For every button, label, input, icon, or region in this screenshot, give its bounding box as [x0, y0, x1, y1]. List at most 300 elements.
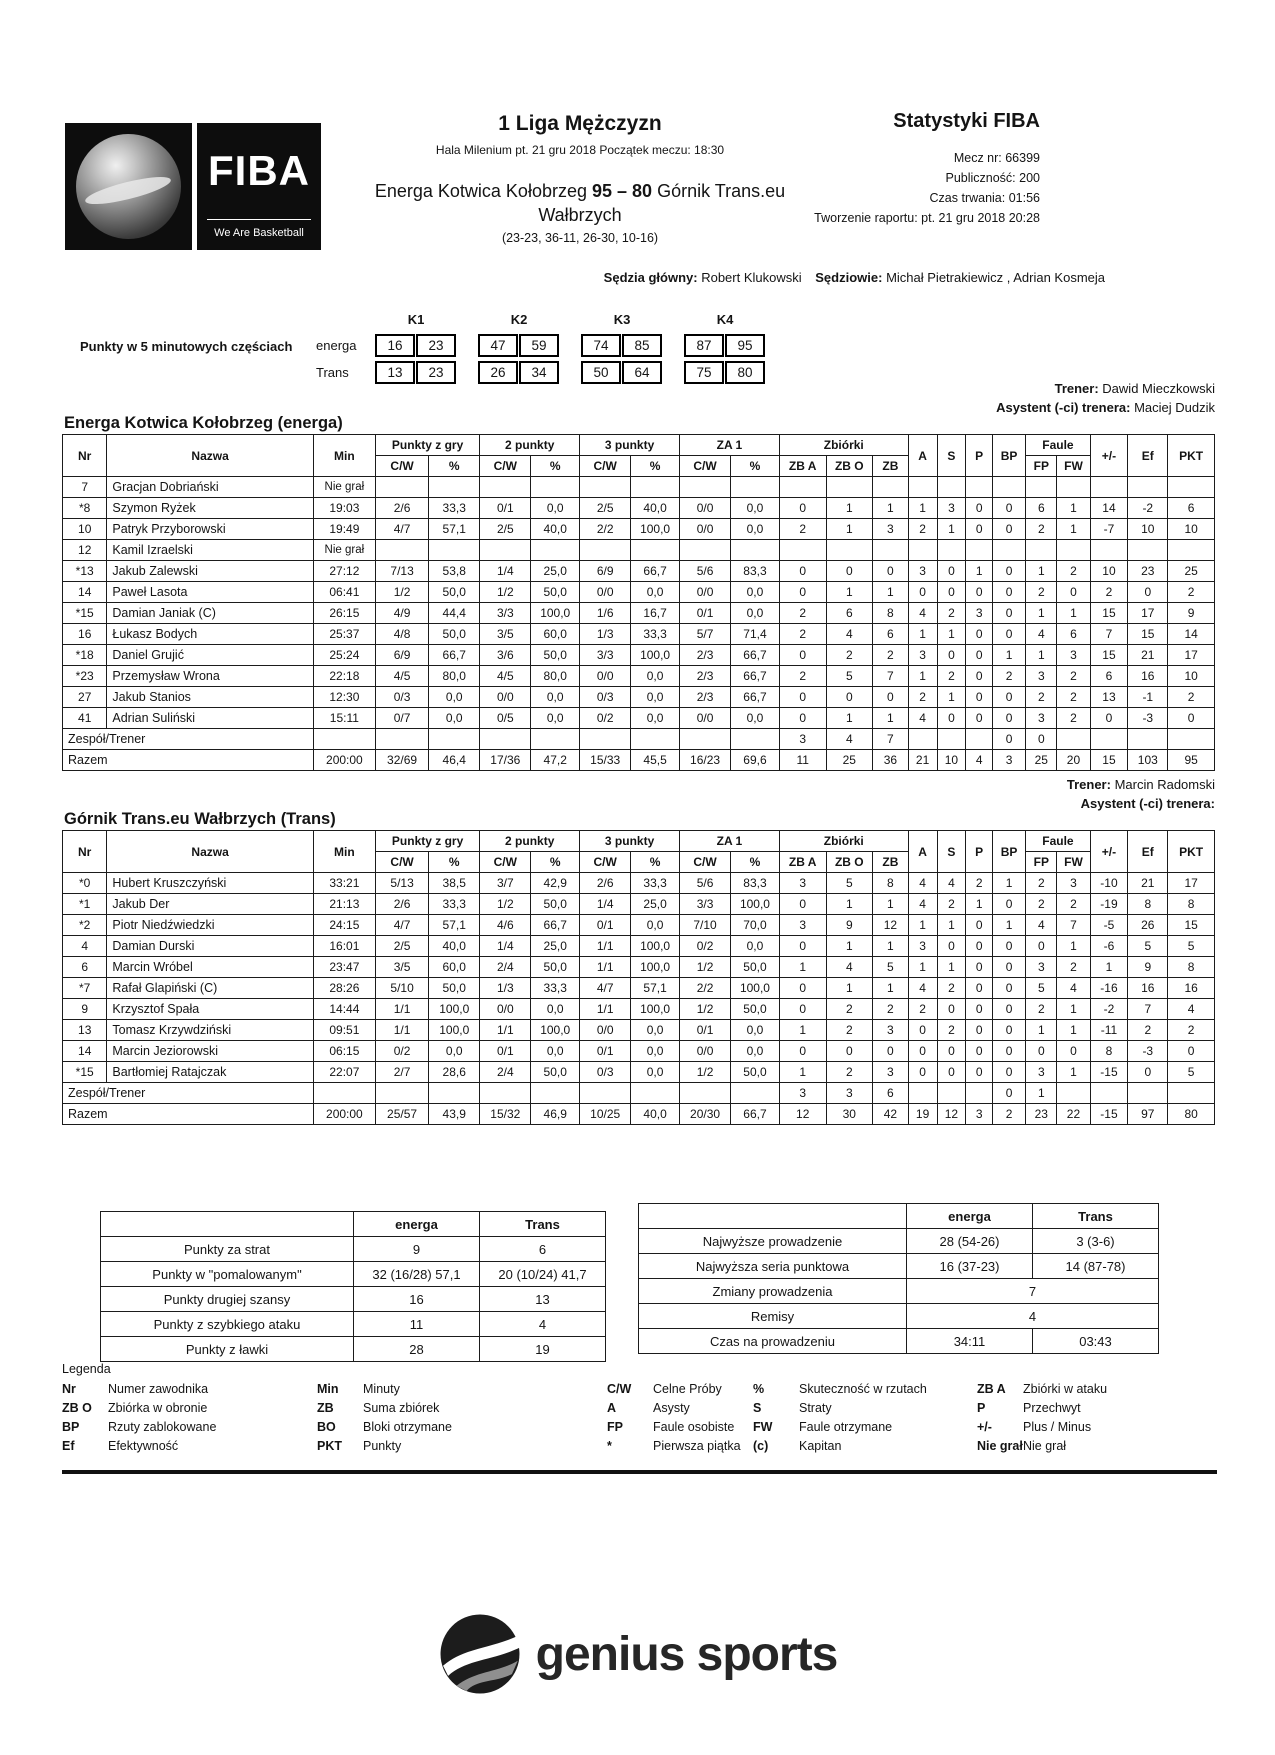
stat-cell: 33,3	[631, 624, 680, 645]
player-row	[63, 603, 1215, 624]
stat-cell: 2	[873, 999, 909, 1020]
stat-cell: 0/0	[480, 687, 531, 708]
stat-cell: 2/5	[580, 498, 631, 519]
legend-item	[317, 1437, 599, 1456]
player-row	[63, 708, 1215, 729]
stat-cell: 2	[779, 624, 826, 645]
stat-cell: 2	[826, 999, 873, 1020]
stat-cell: 1	[826, 519, 873, 540]
stat-cell: 53,8	[429, 561, 480, 582]
legend-grid	[62, 1380, 1217, 1456]
player-row	[63, 561, 1215, 582]
stat-cell: 0/2	[375, 1041, 428, 1062]
stat-cell: 3	[937, 498, 966, 519]
stat-cell: 21	[1128, 873, 1168, 894]
stat-cell: 33,3	[631, 873, 680, 894]
summary-table	[100, 1211, 606, 1362]
stat-cell: 1	[1057, 1062, 1090, 1083]
stat-cell: 200:00	[313, 1104, 375, 1125]
team-a-name: Energa Kotwica Kołobrzeg	[374, 181, 587, 201]
legend-item	[977, 1380, 1199, 1399]
stat-cell: -7	[1090, 519, 1128, 540]
team2-coach-line	[1067, 777, 1215, 792]
stat-cell: 0/5	[480, 708, 531, 729]
player-name: Marcin Jeziorowski	[107, 1041, 313, 1062]
match-meta	[814, 148, 1040, 228]
period-team-name: Trans	[316, 365, 349, 380]
stat-cell: 3/6	[480, 645, 531, 666]
stat-cell: 0/0	[580, 1020, 631, 1041]
legend-column	[317, 1380, 599, 1456]
column-header: C/W	[680, 456, 731, 477]
stat-cell: 1/2	[375, 582, 428, 603]
stat-cell: 2	[1026, 873, 1057, 894]
team1-coach-line	[1055, 381, 1215, 396]
stat-cell: 5	[826, 666, 873, 687]
coach-name: Marcin Radomski	[1114, 777, 1215, 792]
legend-abbr: ZB A	[977, 1382, 1006, 1396]
player-number: *8	[63, 498, 107, 519]
team-stats-table	[62, 434, 1215, 771]
stat-cell: 23:47	[313, 957, 375, 978]
stat-cell: 0,0	[731, 519, 780, 540]
summary-team-header: Trans	[1033, 1204, 1159, 1229]
stat-cell: 16	[1128, 666, 1168, 687]
column-header: C/W	[480, 456, 531, 477]
stat-cell	[631, 540, 680, 561]
column-header: Zbiórki	[779, 435, 908, 456]
column-header: A	[908, 435, 937, 477]
stat-cell: 15/33	[580, 750, 631, 771]
legend-abbr: P	[977, 1401, 986, 1415]
stat-cell: 16:01	[313, 936, 375, 957]
stat-cell: 0	[873, 687, 909, 708]
stat-cell: 5/6	[680, 561, 731, 582]
stat-cell: 0/0	[680, 1041, 731, 1062]
stat-cell: 45,5	[631, 750, 680, 771]
legend-item	[317, 1399, 599, 1418]
stat-cell	[580, 477, 631, 498]
stat-cell: 28:26	[313, 978, 375, 999]
stat-cell: 26	[1128, 915, 1168, 936]
stat-cell: 2/5	[480, 519, 531, 540]
column-header: FW	[1057, 852, 1090, 873]
stat-cell: 3	[966, 603, 993, 624]
player-row	[63, 498, 1215, 519]
stat-cell: 40,0	[631, 1104, 680, 1125]
legend-item	[977, 1418, 1199, 1437]
stat-cell: 5	[1168, 936, 1215, 957]
stat-cell: 19:03	[313, 498, 375, 519]
column-header: ZB	[873, 852, 909, 873]
stat-cell: 100,0	[631, 999, 680, 1020]
quarter-label: K2	[510, 312, 528, 327]
stat-cell: 15:11	[313, 708, 375, 729]
stat-cell: 4	[826, 957, 873, 978]
player-number: *15	[63, 603, 107, 624]
legend-item	[62, 1418, 309, 1437]
stat-cell: 3	[779, 1083, 826, 1104]
stat-cell: 0	[966, 1041, 993, 1062]
final-score: 95 – 80	[592, 181, 653, 201]
column-header: %	[731, 852, 780, 873]
stat-cell: 0	[779, 894, 826, 915]
stat-cell: 0	[992, 519, 1025, 540]
stat-cell: 50,0	[731, 957, 780, 978]
player-number: *0	[63, 873, 107, 894]
stat-cell	[1128, 477, 1168, 498]
stat-cell: 4	[826, 729, 873, 750]
stat-cell: 0,0	[631, 582, 680, 603]
coach-name: Dawid Mieczkowski	[1102, 381, 1215, 396]
legend-abbr: C/W	[607, 1382, 632, 1396]
stat-cell: 42	[873, 1104, 909, 1125]
stat-cell: 0,0	[429, 708, 480, 729]
stat-cell: 2	[908, 687, 937, 708]
stat-cell: 6/9	[580, 561, 631, 582]
stat-cell: 1	[937, 624, 966, 645]
stat-cell: 2/5	[375, 936, 428, 957]
period-score-cell: 50	[581, 361, 621, 384]
genius-sports-wordmark: genius sports	[535, 1627, 838, 1681]
stat-cell: 0,0	[531, 687, 580, 708]
legend-abbr: %	[753, 1382, 765, 1396]
stat-cell: 1	[966, 561, 993, 582]
legend-abbr: FP	[607, 1420, 623, 1434]
column-header: 3 punkty	[580, 435, 680, 456]
stat-cell: 1	[966, 894, 993, 915]
stat-cell: 1/4	[480, 936, 531, 957]
legend-item	[607, 1418, 745, 1437]
summary-label: Punkty drugiej szansy	[101, 1287, 354, 1312]
stat-cell: 0	[1128, 1062, 1168, 1083]
row-label: Zespół/Trener	[63, 729, 314, 750]
stat-cell: 0	[1128, 582, 1168, 603]
legend-abbr: A	[607, 1401, 617, 1415]
stat-cell: 50,0	[429, 624, 480, 645]
summary-value: 28 (54-26)	[907, 1229, 1033, 1254]
stat-cell: 38,5	[429, 873, 480, 894]
summary-row	[63, 1083, 1215, 1104]
stat-cell: 3	[1026, 708, 1057, 729]
legend-abbr: PKT	[317, 1439, 342, 1453]
stat-cell: 3	[992, 750, 1025, 771]
stat-cell: 0	[966, 957, 993, 978]
legend-item	[753, 1380, 969, 1399]
legend-desc: Nie grał	[1023, 1439, 1067, 1453]
stat-cell: 2	[1057, 561, 1090, 582]
stat-cell: 2	[937, 894, 966, 915]
stat-cell: 6	[1026, 498, 1057, 519]
stat-cell	[1057, 477, 1090, 498]
stat-cell: 1	[937, 687, 966, 708]
stat-cell	[375, 1083, 428, 1104]
summary-value: 3 (3-6)	[1033, 1229, 1159, 1254]
stat-cell: 95	[1168, 750, 1215, 771]
stat-cell: 1	[1057, 1020, 1090, 1041]
column-header: C/W	[375, 456, 428, 477]
stat-cell: 0/0	[680, 519, 731, 540]
stat-cell: 0	[779, 936, 826, 957]
stat-cell: 0	[1026, 729, 1057, 750]
stat-cell: 0,0	[631, 1041, 680, 1062]
player-row	[63, 894, 1215, 915]
summary-table	[638, 1203, 1159, 1354]
stat-cell: 0	[992, 498, 1025, 519]
stat-cell: 0/1	[580, 1041, 631, 1062]
stat-cell	[429, 477, 480, 498]
stat-cell: 3	[1026, 666, 1057, 687]
player-name: Paweł Lasota	[107, 582, 313, 603]
stat-cell	[631, 477, 680, 498]
stat-cell: 66,7	[731, 666, 780, 687]
legend-item	[317, 1380, 599, 1399]
stat-cell: 1	[908, 666, 937, 687]
stat-cell: 0	[992, 708, 1025, 729]
legend-item	[62, 1437, 309, 1456]
player-number: 41	[63, 708, 107, 729]
stat-cell: 3	[908, 645, 937, 666]
stat-cell: 100,0	[631, 957, 680, 978]
team2-title: Górnik Trans.eu Wałbrzych (Trans)	[64, 810, 336, 828]
summary-row	[101, 1262, 606, 1287]
player-name: Tomasz Krzywdziński	[107, 1020, 313, 1041]
stat-cell: 7/10	[680, 915, 731, 936]
stat-cell: 40,0	[531, 519, 580, 540]
column-header: %	[531, 852, 580, 873]
stat-cell: 8	[1090, 1041, 1128, 1062]
stat-cell: 0	[966, 1062, 993, 1083]
stat-cell: 3/5	[480, 624, 531, 645]
legend-abbr: ZB	[317, 1401, 334, 1415]
column-header: Ef	[1128, 831, 1168, 873]
player-name: Kamil Izraelski	[107, 540, 313, 561]
column-header: P	[966, 831, 993, 873]
summary-row	[639, 1279, 1159, 1304]
player-row	[63, 624, 1215, 645]
stat-cell	[937, 1083, 966, 1104]
stat-cell: 0	[937, 936, 966, 957]
legend-abbr: Nr	[62, 1382, 76, 1396]
stat-cell: 0	[992, 1020, 1025, 1041]
stat-cell: 100,0	[429, 1020, 480, 1041]
stat-cell: 3	[1026, 957, 1057, 978]
stat-cell: 3/3	[580, 645, 631, 666]
stat-cell: 9	[826, 915, 873, 936]
column-header: Faule	[1026, 831, 1090, 852]
stat-cell: 13	[1090, 687, 1128, 708]
stat-cell: 0	[937, 999, 966, 1020]
stat-cell: 1/4	[480, 561, 531, 582]
player-number: *2	[63, 915, 107, 936]
stat-cell: 1/2	[480, 582, 531, 603]
legend-abbr: BO	[317, 1420, 336, 1434]
player-row	[63, 540, 1215, 561]
stat-cell: 2	[1026, 687, 1057, 708]
stat-cell: 4	[937, 873, 966, 894]
stat-cell: 1	[1057, 603, 1090, 624]
league-title: 1 Liga Mężczyzn	[498, 112, 662, 135]
stat-cell: 2	[826, 645, 873, 666]
stat-cell: 3	[826, 1083, 873, 1104]
period-score-cell: 59	[519, 334, 559, 357]
stat-cell: 0	[826, 1041, 873, 1062]
legend-abbr: +/-	[977, 1420, 992, 1434]
summary-row	[639, 1254, 1159, 1279]
stat-cell: 10	[1128, 519, 1168, 540]
stat-cell: 0/0	[680, 708, 731, 729]
player-row	[63, 873, 1215, 894]
stat-cell	[1168, 477, 1215, 498]
column-header: ZB A	[779, 852, 826, 873]
stat-cell: 0	[966, 582, 993, 603]
player-number: *18	[63, 645, 107, 666]
column-header: A	[908, 831, 937, 873]
stat-cell: 0	[779, 645, 826, 666]
fiba-globe-icon	[76, 134, 181, 239]
fiba-wordmark: FIBA	[208, 147, 310, 194]
player-row	[63, 957, 1215, 978]
legend-title: Legenda	[62, 1362, 111, 1376]
player-row	[63, 519, 1215, 540]
stat-cell	[873, 540, 909, 561]
legend-item	[607, 1437, 745, 1456]
stat-cell: 0	[873, 561, 909, 582]
stat-cell: 2	[1026, 894, 1057, 915]
stat-cell: 7	[1090, 624, 1128, 645]
stat-cell: 46,4	[429, 750, 480, 771]
stat-cell	[313, 729, 375, 750]
stat-cell: 80,0	[429, 666, 480, 687]
stat-cell	[429, 1083, 480, 1104]
column-header: %	[631, 852, 680, 873]
stat-cell: 83,3	[731, 561, 780, 582]
stat-cell: 28,6	[429, 1062, 480, 1083]
legend-abbr: Nie grał	[977, 1439, 1023, 1453]
summary-corner-cell	[639, 1204, 907, 1229]
stat-cell	[908, 1083, 937, 1104]
stat-cell: 0	[908, 582, 937, 603]
stat-cell: 0	[992, 1041, 1025, 1062]
player-name: Daniel Grujić	[107, 645, 313, 666]
stat-cell: 1	[1090, 957, 1128, 978]
stat-cell: 0	[937, 561, 966, 582]
stat-cell: 50,0	[429, 582, 480, 603]
stat-cell: 33,3	[429, 894, 480, 915]
stat-cell: 0	[992, 582, 1025, 603]
meta-line: Mecz nr: 66399	[953, 151, 1040, 165]
stat-cell: 15	[1090, 750, 1128, 771]
legend-desc: Straty	[799, 1401, 832, 1415]
stat-cell	[731, 477, 780, 498]
column-header: Ef	[1128, 435, 1168, 477]
column-header: Nr	[63, 831, 107, 873]
player-row	[63, 1041, 1215, 1062]
team-stats-table	[62, 830, 1215, 1125]
column-header: 2 punkty	[480, 435, 580, 456]
stat-cell: 7	[873, 729, 909, 750]
stat-cell: 46,9	[531, 1104, 580, 1125]
stat-cell	[1128, 1083, 1168, 1104]
column-header: Punkty z gry	[375, 831, 479, 852]
stat-cell: 50,0	[531, 957, 580, 978]
stat-cell: 66,7	[429, 645, 480, 666]
player-name: Patryk Przyborowski	[107, 519, 313, 540]
summary-team-header: energa	[354, 1212, 480, 1237]
column-header: +/-	[1090, 435, 1128, 477]
stat-cell: 2	[966, 873, 993, 894]
stat-cell: 2/3	[680, 666, 731, 687]
stat-cell: 0,0	[731, 1041, 780, 1062]
player-row	[63, 477, 1215, 498]
stat-cell: 0	[992, 999, 1025, 1020]
stat-cell: 19:49	[313, 519, 375, 540]
player-number: 7	[63, 477, 107, 498]
period-score-cell: 87	[684, 334, 724, 357]
stat-cell: 0,0	[531, 999, 580, 1020]
stat-cell: 2/6	[580, 873, 631, 894]
stat-cell: 1	[826, 936, 873, 957]
summary-value: 32 (16/28) 57,1	[354, 1262, 480, 1287]
summary-label: Najwyższe prowadzenie	[639, 1229, 907, 1254]
stat-cell: 2/2	[680, 978, 731, 999]
stat-cell: 1	[826, 978, 873, 999]
stat-cell: 70,0	[731, 915, 780, 936]
stat-cell: 2	[1057, 666, 1090, 687]
stat-cell: -11	[1090, 1020, 1128, 1041]
stat-cell: 0	[937, 582, 966, 603]
stat-cell: 12	[779, 1104, 826, 1125]
legend-desc: Punkty	[363, 1439, 402, 1453]
assistant-name: Maciej Dudzik	[1134, 400, 1215, 415]
stat-cell: 0	[992, 1083, 1025, 1104]
stat-cell: 200:00	[313, 750, 375, 771]
stat-cell: 2	[1128, 1020, 1168, 1041]
stat-cell: 0	[966, 1020, 993, 1041]
stat-cell: 11	[779, 750, 826, 771]
stat-cell	[992, 540, 1025, 561]
player-number: *1	[63, 894, 107, 915]
player-row	[63, 936, 1215, 957]
stat-cell: 17	[1128, 603, 1168, 624]
stat-cell: 27:12	[313, 561, 375, 582]
summary-row	[63, 729, 1215, 750]
column-header: Min	[313, 831, 375, 873]
stat-cell: 0	[1057, 1041, 1090, 1062]
player-row	[63, 582, 1215, 603]
stat-cell: 2	[937, 1020, 966, 1041]
stat-cell: 23	[1128, 561, 1168, 582]
stat-cell: 2	[1057, 894, 1090, 915]
stat-cell	[992, 477, 1025, 498]
legend-item	[977, 1399, 1199, 1418]
stat-cell: 1	[826, 894, 873, 915]
legend-desc: Przechwyt	[1023, 1401, 1081, 1415]
stat-cell	[480, 477, 531, 498]
quarter-label: K4	[716, 312, 734, 327]
column-header: C/W	[680, 852, 731, 873]
stat-cell: 4	[908, 873, 937, 894]
stat-cell: 0	[992, 729, 1025, 750]
stat-cell: 100,0	[731, 978, 780, 999]
stat-cell: 15	[1090, 645, 1128, 666]
stat-cell: 2	[779, 666, 826, 687]
summary-value: 16	[354, 1287, 480, 1312]
stat-cell: 19	[908, 1104, 937, 1125]
legend-desc: Efektywność	[108, 1439, 179, 1453]
player-number: 14	[63, 1041, 107, 1062]
stat-cell: 4	[908, 978, 937, 999]
